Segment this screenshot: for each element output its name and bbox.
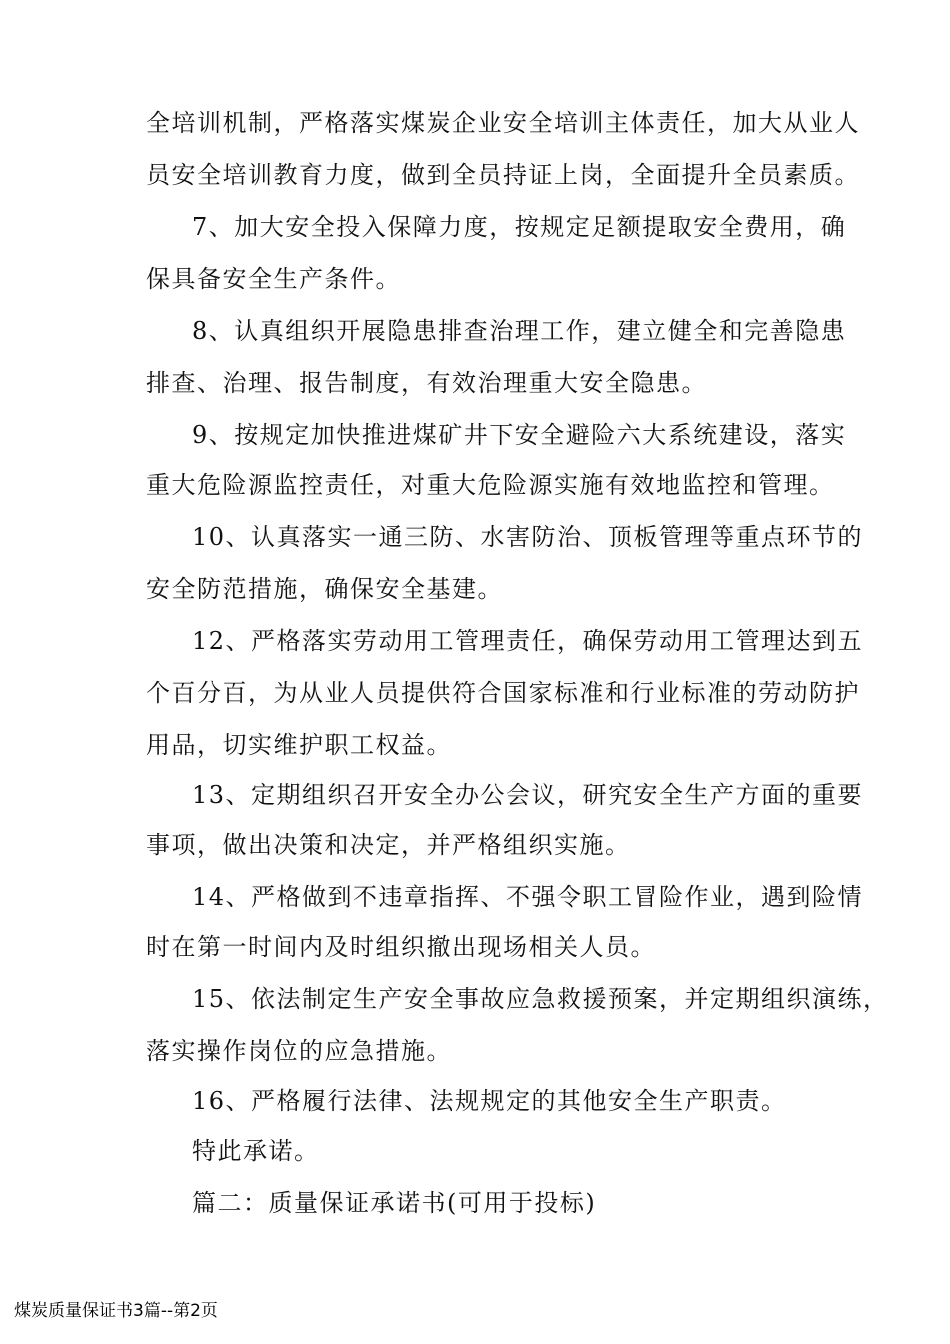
list-item-10: 10、认真落实一通三防、水害防治、顶板管理等重点环节的 bbox=[192, 523, 864, 551]
text-line: 安全防范措施，确保安全基建。 bbox=[146, 575, 503, 603]
text-line: 重大危险源监控责任，对重大危险源实施有效地监控和管理。 bbox=[146, 471, 835, 499]
text-line: 用品，切实维护职工权益。 bbox=[146, 731, 452, 759]
list-item-9: 9、按规定加快推进煤矿井下安全避险六大系统建设，落实 bbox=[192, 421, 847, 449]
list-item-15: 15、依法制定生产安全事故应急救援预案，并定期组织演练， bbox=[192, 985, 889, 1013]
text-line: 排查、治理、报告制度，有效治理重大安全隐患。 bbox=[146, 369, 707, 397]
text-line: 落实操作岗位的应急措施。 bbox=[146, 1037, 452, 1065]
list-item-13: 13、定期组织召开安全办公会议，研究安全生产方面的重要 bbox=[192, 781, 864, 809]
section-heading: 篇二：质量保证承诺书(可用于投标) bbox=[192, 1189, 597, 1217]
list-item-12: 12、严格落实劳动用工管理责任，确保劳动用工管理达到五 bbox=[192, 627, 864, 655]
text-line: 员安全培训教育力度，做到全员持证上岗，全面提升全员素质。 bbox=[146, 161, 860, 189]
text-line: 个百分百，为从业人员提供符合国家标准和行业标准的劳动防护 bbox=[146, 679, 860, 707]
page-footer: 煤炭质量保证书3篇--第2页 bbox=[14, 1301, 218, 1321]
text-line: 事项，做出决策和决定，并严格组织实施。 bbox=[146, 831, 631, 859]
text-line: 时在第一时间内及时组织撤出现场相关人员。 bbox=[146, 933, 656, 961]
closing-statement: 特此承诺。 bbox=[192, 1137, 320, 1165]
text-line: 全培训机制，严格落实煤炭企业安全培训主体责任，加大从业人 bbox=[146, 109, 860, 137]
list-item-16: 16、严格履行法律、法规规定的其他安全生产职责。 bbox=[192, 1087, 787, 1115]
list-item-7: 7、加大安全投入保障力度，按规定足额提取安全费用，确 bbox=[192, 213, 847, 241]
list-item-14: 14、严格做到不违章指挥、不强令职工冒险作业，遇到险情 bbox=[192, 883, 864, 911]
list-item-8: 8、认真组织开展隐患排查治理工作，建立健全和完善隐患 bbox=[192, 317, 847, 345]
text-line: 保具备安全生产条件。 bbox=[146, 265, 401, 293]
